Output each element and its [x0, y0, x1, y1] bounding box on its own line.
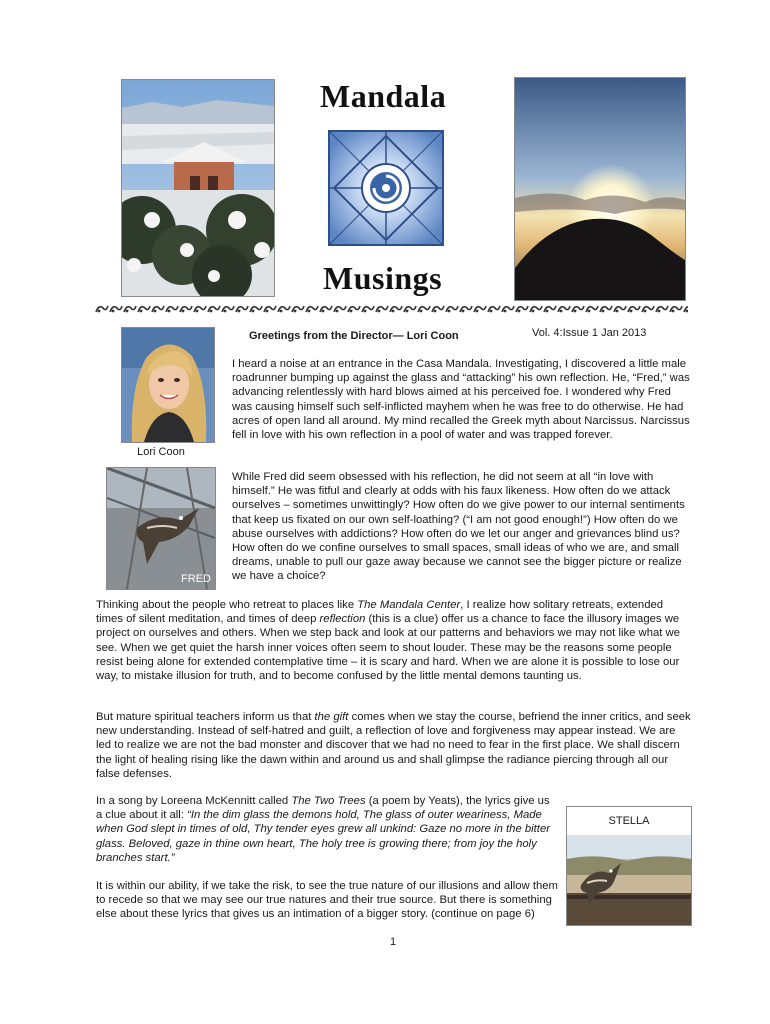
paragraph-6: It is within our ability, if we take the risk, to see the true nature of our illusions and allow them to recede so that we may see our true natures and their true source. But there is something else about these lyrics that gives us an intimation of a bigger story. (continue on page 6) — [96, 880, 558, 921]
title-mandala: Mandala — [320, 78, 447, 114]
paragraph-4: But mature spiritual teachers inform us that the gift comes when we stay the course, befriend the inner critics, and seek new understanding. Instead of self-hatred and guilt, a reflection of love and forgiveness may appear instead. We are led to realize we are not the bad monster and discover that we had no need to fear in the first place. We shall discern the light of healing rising like the dawn within and around us and shall glimpse the radiance piercing through all our false defenses. — [96, 711, 691, 780]
fred-caption: FRED — [181, 573, 211, 585]
title-musings: Musings — [323, 260, 443, 296]
issue-info: Vol. 4:Issue 1 Jan 2013 — [532, 327, 647, 339]
paragraph-2: While Fred did seem obsessed with his reflection, he did not seem at all “in love with himself.” He was fitful and clearly at odds with his faux likeness. How often do we attack ourselves – sometimes unwittingly? How often do we give power to our internal sentiments that keep us fixated on our own self-loathing? (“I am not good enough!”) How often do we abuse ourselves with addictions? How often do we let our anger and grievances blind us? How often do we confine ourselves to small spaces, small ideas of who we are, and small dreams, unable to pull our gaze away because we cannot see the bigger picture or realize we have a choice? — [232, 471, 685, 583]
page-number: 1 — [390, 936, 397, 948]
stella-caption: STELLA — [608, 815, 650, 827]
paragraph-5: In a song by Loreena McKennitt called The Two Trees (a poem by Yeats), the lyrics give us a clue about it all: “In the dim glass the demons hold, The glass of outer weariness, Made when God slept in times of old, Thy tender eyes grew all unkind: Gaze no more in the bitter glass. Beloved, gaze in thine own heart, The holy tree is growing there; from joy the holy branches start.” — [96, 795, 550, 864]
paragraph-1: I heard a noise at an entrance in the Casa Mandala. Investigating, I discovered a little male roadrunner bumping up against the glass and “attacking” his own reflection. He, “Fred,” was advancing relentlessly with hard blows aimed at his perceived foe. I wondered why Fred was causing himself such self-inflicted mayhem when he was free to do otherwise. He had acres of open land all around. My mind recalled the Greek myth about Narcissus. Narcissus fell in love with his own reflection in a pool of water and was trapped forever. — [232, 358, 690, 442]
sunset-photo — [514, 77, 686, 301]
decorative-divider — [95, 302, 688, 316]
paragraph-3: Thinking about the people who retreat to places like The Mandala Center, I realize how solitary retreats, extended times of silent meditation, and times of deep reflection (this is a clue) offer us a chance to face the illusory images we project on ourselves and others. When we step back and look at our patterns and behaviors we may not like what we see. When we get quiet the harsh inner voices often seem to shout louder. These may be the reasons some people resist being alone for extended contemplative time – it is scary and hard. When we are alone it is possible to lose our way, to mistake illusion for truth, and to become confused by the little mental demons taunting us. — [96, 599, 680, 683]
fred-photo — [106, 467, 216, 590]
lori-caption: Lori Coon — [137, 446, 185, 458]
mandala-logo — [328, 130, 444, 246]
greeting-heading: Greetings from the Director— Lori Coon — [249, 330, 459, 342]
stella-photo — [566, 806, 692, 926]
house-photo — [121, 79, 275, 297]
lori-photo — [121, 327, 215, 443]
